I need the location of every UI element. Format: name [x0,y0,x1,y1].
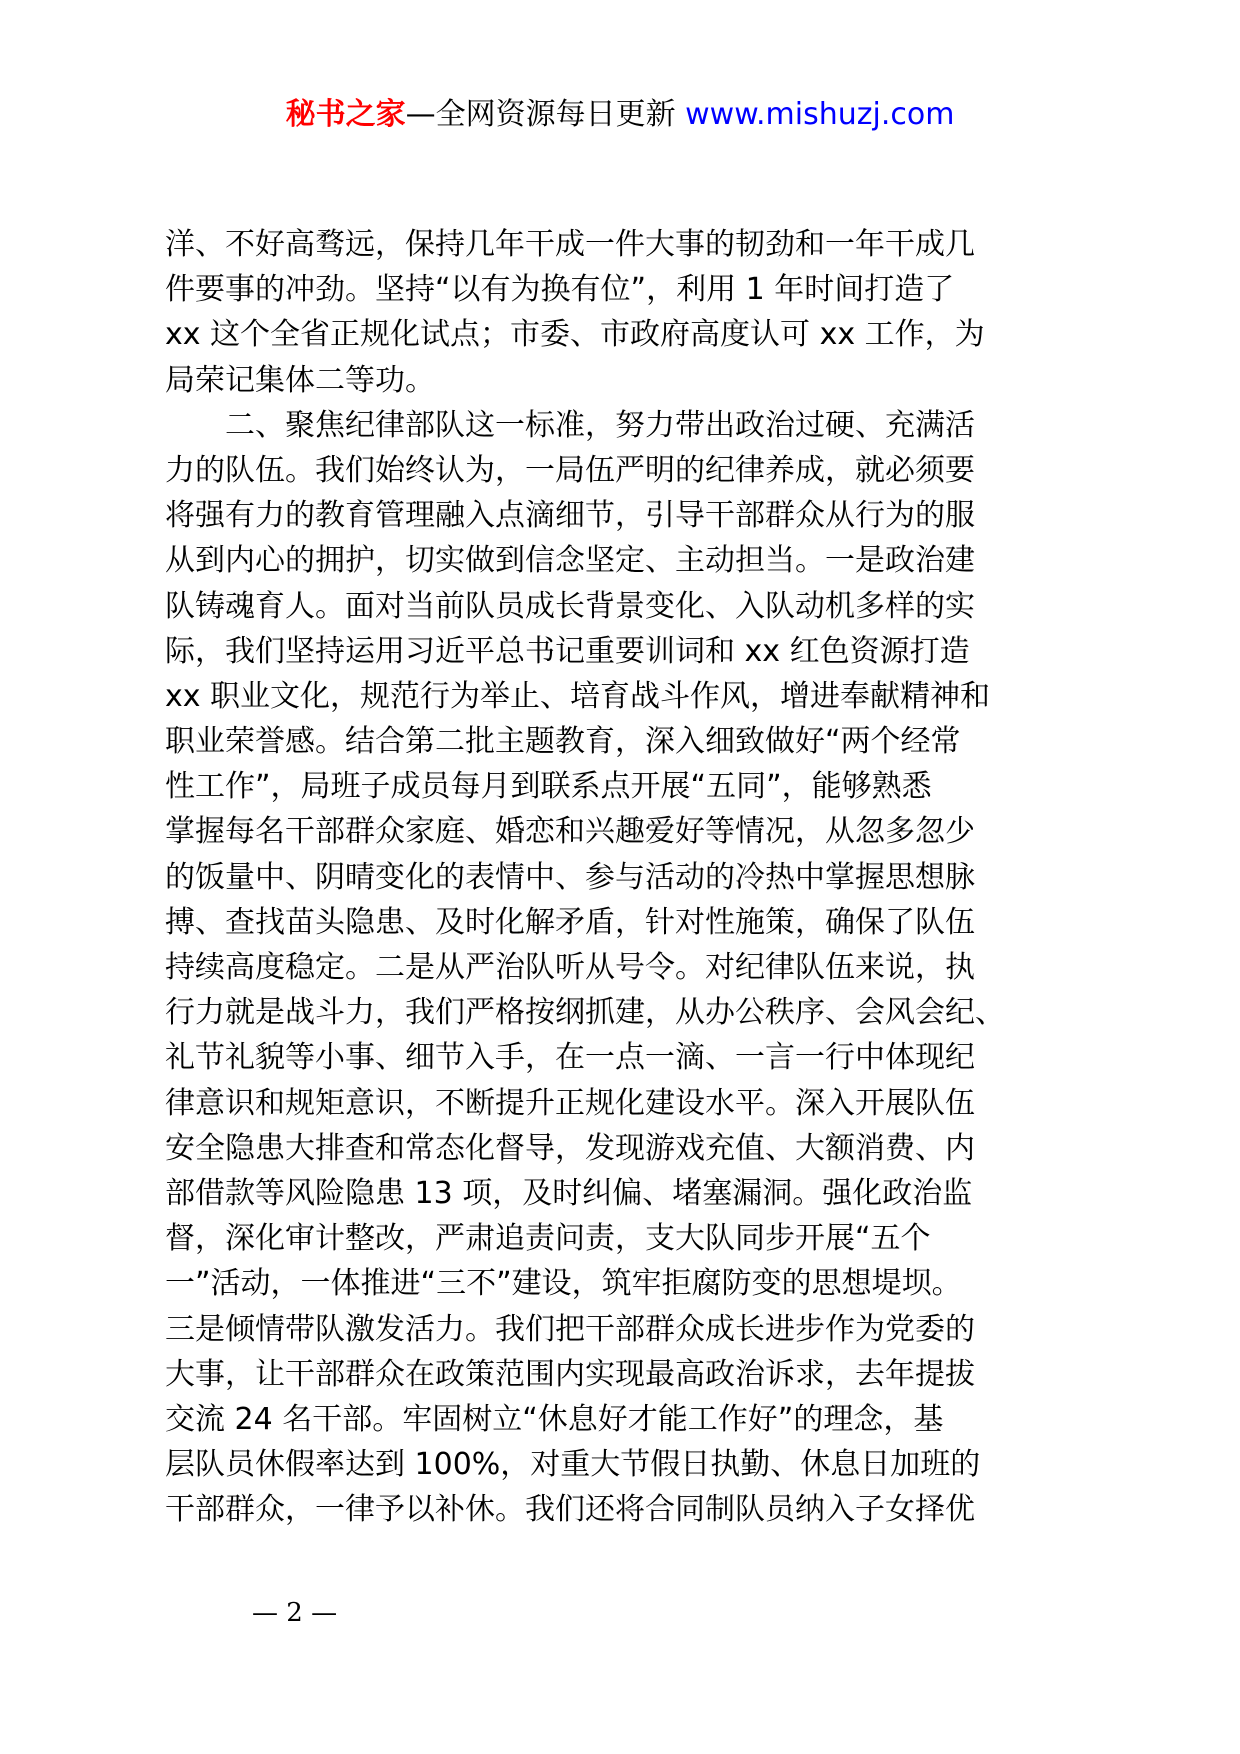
page-number: — 2 — [252,1598,338,1628]
text-line: 洋、不好高骛远，保持几年干成一件大事的韧劲和一年干成几 [165,227,975,262]
text-line: 大事，让干部群众在政策范围内实现最高政治诉求，去年提拔 [165,1356,975,1392]
text-line: 力的队伍。我们始终认为，一局伍严明的纪律养成，就必须要 [165,452,975,488]
text-line: 二、聚焦纪律部队这一标准，努力带出政治过硬、充满活 [165,407,975,443]
text-line: 干部群众，一律予以补休。我们还将合同制队员纳入子女择优 [165,1492,975,1528]
text-line: 律意识和规矩意识，不断提升正规化建设水平。深入开展队伍 [165,1085,975,1121]
text-line: 部借款等风险隐患 13 项，及时纠偏、堵塞漏洞。强化政治监 [165,1175,973,1211]
page-header [0,95,1240,135]
text-line: 层队员休假率达到 100%，对重大节假日执勤、休息日加班的 [165,1447,981,1483]
header-tagline: —全网资源每日更新 [405,97,676,132]
document-body [165,222,1085,1532]
brand-name: 秘书之家 [285,97,406,132]
text-line: 行力就是战斗力，我们严格按纲抓建，从办公秩序、会风会纪、 [165,995,1005,1031]
text-line: 安全隐患大排查和常态化督导，发现游戏充值、大额消费、内 [165,1130,975,1166]
text-line: 三是倾情带队激发活力。我们把干部群众成长进步作为党委的 [165,1311,975,1347]
text-line: xx 职业文化，规范行为举止、培育战斗作风，增进奉献精神和 [165,678,991,714]
text-line: 将强有力的教育管理融入点滴细节，引导干部群众从行为的服 [165,498,975,534]
text-line: 持续高度稳定。二是从严治队听从号令。对纪律队伍来说，执 [165,950,975,985]
text-line: 一”活动，一体推进“三不”建设，筑牢拒腐防变的思想堤坝。 [165,1266,962,1302]
text-line: 督，深化审计整改，严肃追责问责，支大队同步开展“五个 [165,1221,931,1257]
text-line: 队铸魂育人。面对当前队员成长背景变化、入队动机多样的实 [165,588,975,624]
text-line: 局荣记集体二等功。 [165,362,435,398]
text-line: 际，我们坚持运用习近平总书记重要训词和 xx 红色资源打造 [165,633,970,669]
site-url-link[interactable]: www.mishuzj.com [685,97,955,132]
text-line: 礼节礼貌等小事、细节入手，在一点一滴、一言一行中体现纪 [165,1040,975,1076]
text-line: 职业荣誉感。结合第二批主题教育，深入细致做好“两个经常 [165,724,961,760]
text-line: 性工作”，局班子成员每月到联系点开展“五同”，能够熟悉 [165,769,932,805]
text-line: xx 这个全省正规化试点；市委、市政府高度认可 xx 工作，为 [165,317,985,353]
text-line: 件要事的冲劲。坚持“以有为换有位”，利用 1 年时间打造了 [165,272,955,308]
text-line: 搏、查找苗头隐患、及时化解矛盾，针对性施策，确保了队伍 [165,904,975,940]
text-line: 从到内心的拥护，切实做到信念坚定、主动担当。一是政治建 [165,543,975,579]
text-line: 的饭量中、阴晴变化的表情中、参与活动的冷热中掌握思想脉 [165,859,975,895]
text-line: 交流 24 名干部。牢固树立“休息好才能工作好”的理念，基 [165,1401,944,1437]
text-line: 掌握每名干部群众家庭、婚恋和兴趣爱好等情况，从忽多忽少 [165,814,975,850]
